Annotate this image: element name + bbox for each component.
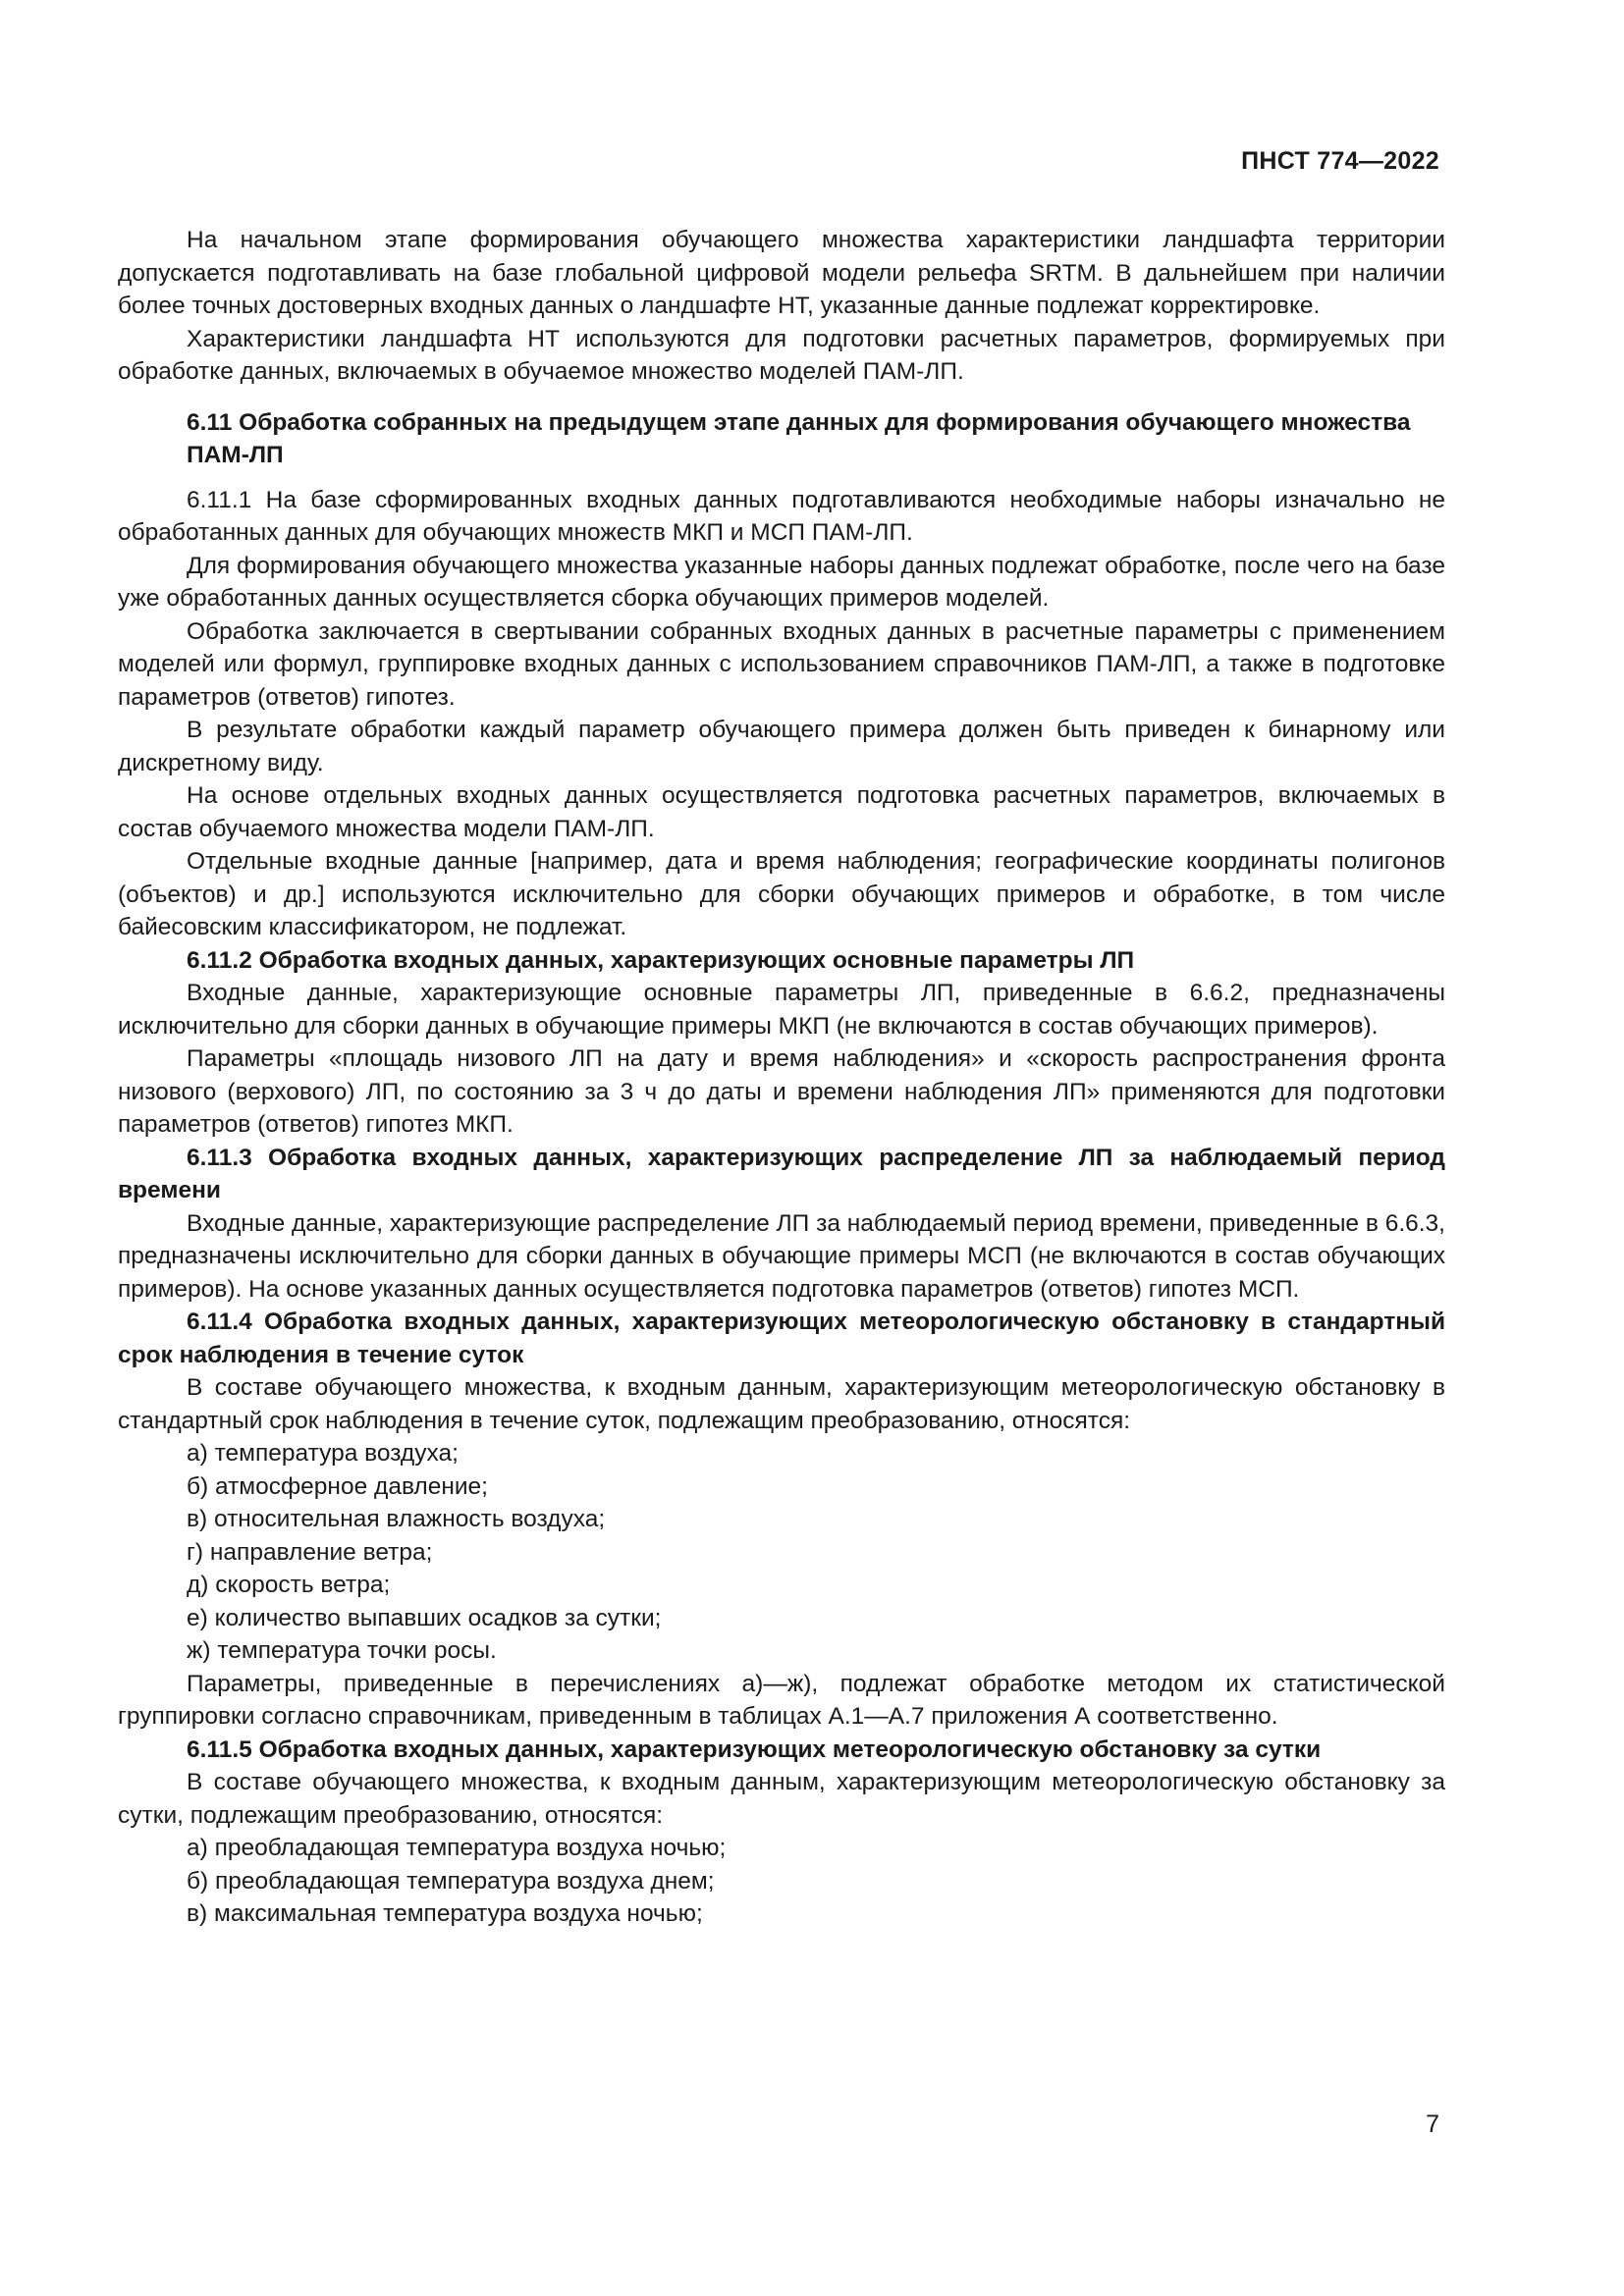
section-heading-6-11-2: 6.11.2 Обработка входных данных, характеризующих основные параметры ЛП (187, 946, 1135, 974)
paragraph-area-speed: Параметры «площадь низового ЛП на дату и время наблюдения» и «скорость распространения фронта низового (верхового) ЛП, по состоянию за 3 ч до даты и времени наблюдения ЛП» применяются для подготовки параметров (ответов) гипотез МКП. (118, 1045, 1445, 1138)
list-item: е) количество выпавших осадков за сутки; (187, 1604, 662, 1631)
paragraph-main-params: Входные данные, характеризующие основные параметры ЛП, приведенные в 6.6.2, предназначены исключительно для сборки данных в обучающие примеры МКП (не включаются в состав обучающих примеров). (118, 980, 1445, 1040)
paragraph-separate-data: Отдельные входные данные [например, дата и время наблюдения; географические координаты полигонов (объектов) и др.] используются исключительно для сборки обучающих примеров и обработке, в том числе байесовским классификатором, не подлежат. (118, 848, 1445, 940)
paragraph-binary-form: В результате обработки каждый параметр обучающего примера должен быть приведен к бинарному или дискретному виду. (118, 717, 1445, 776)
section-heading-6-11-4: 6.11.4 Обработка входных данных, характеризующих метеорологическую обстановку в стандартный срок наблюдения в течение суток (118, 1308, 1445, 1368)
list-item: в) относительная влажность воздуха; (187, 1506, 606, 1532)
paragraph-meteo-daily: В составе обучающего множества, к входным данным, характеризующим метеорологическую обстановку за сутки, подлежащим преобразованию, относятся: (118, 1769, 1445, 1829)
paragraph-meteo-standard: В составе обучающего множества, к входным данным, характеризующим метеорологическую обстановку в стандартный срок наблюдения в течение суток, подлежащим преобразованию, относятся: (118, 1374, 1445, 1434)
paragraph-processing-method: Обработка заключается в свертывании собранных входных данных в расчетные параметры с применением моделей или формул, группировке входных данных с использованием справочников ПАМ-ЛП, а также в подготовке параметров (ответов) гипотез. (118, 617, 1445, 711)
section-heading-6-11-5: 6.11.5 Обработка входных данных, характеризующих метеорологическую обстановку за сутки (187, 1735, 1322, 1763)
list-item: г) направление ветра; (187, 1538, 433, 1566)
section-heading-6-11: 6.11 Обработка собранных на предыдущем этапе данных для формирования обучающего множества ПАМ-ЛП (187, 408, 1411, 468)
document-code-header: ПНСТ 774—2022 (1241, 147, 1439, 175)
paragraph-landscape-srtm: На начальном этапе формирования обучающего множества характеристики ландшафта территории допускается подготавливать на базе глобальной цифровой модели рельефа SRTM. В дальнейшем при наличии более точных достоверных входных данных о ландшафте НТ, указанные данные подлежат корректировке. (118, 227, 1445, 319)
paragraph-calc-params: На основе отдельных входных данных осуществляется подготовка расчетных параметров, включаемых в состав обучаемого множества модели ПАМ-ЛП. (118, 782, 1445, 842)
list-item: б) преобладающая температура воздуха днем; (187, 1867, 715, 1895)
page-number: 7 (1426, 2110, 1439, 2138)
paragraph-6-11-1: 6.11.1 На базе сформированных входных данных подготавливаются необходимые наборы изначально не обработанных данных для обучающих множеств МКП и МСП ПАМ-ЛП. (118, 486, 1445, 546)
list-item: в) максимальная температура воздуха ночью; (187, 1900, 703, 1927)
list-item: а) температура воздуха; (187, 1440, 459, 1467)
list-item: ж) температура точки росы. (187, 1637, 497, 1664)
list-item: а) преобладающая температура воздуха ночью; (187, 1835, 727, 1861)
list-item: д) скорость ветра; (187, 1572, 391, 1598)
section-heading-6-11-3: 6.11.3 Обработка входных данных, характеризующих распределение ЛП за наблюдаемый период времени (118, 1144, 1445, 1203)
paragraph-distribution: Входные данные, характеризующие распределение ЛП за наблюдаемый период времени, приведенные в 6.6.3, предназначены исключительно для сборки данных в обучающие примеры МСП (не включаются в состав обучающих примеров). На основе указанных данных осуществляется подготовка параметров (ответов) гипотез МСП. (118, 1209, 1445, 1303)
list-item: б) атмосферное давление; (187, 1472, 488, 1500)
document-body (118, 224, 1445, 1931)
paragraph-statistical-grouping: Параметры, приведенные в перечислениях а)—ж), подлежат обработке методом их статистической группировки согласно справочникам, приведенным в таблицах А.1—А.7 приложения А соответственно. (118, 1670, 1445, 1730)
paragraph-landscape-usage: Характеристики ландшафта НТ используются для подготовки расчетных параметров, формируемых при обработке данных, включаемых в обучаемое множество моделей ПАМ-ЛП. (118, 325, 1445, 385)
paragraph-processing-sets: Для формирования обучающего множества указанные наборы данных подлежат обработке, после чего на базе уже обработанных данных осуществляется сборка обучающих примеров моделей. (118, 552, 1445, 612)
